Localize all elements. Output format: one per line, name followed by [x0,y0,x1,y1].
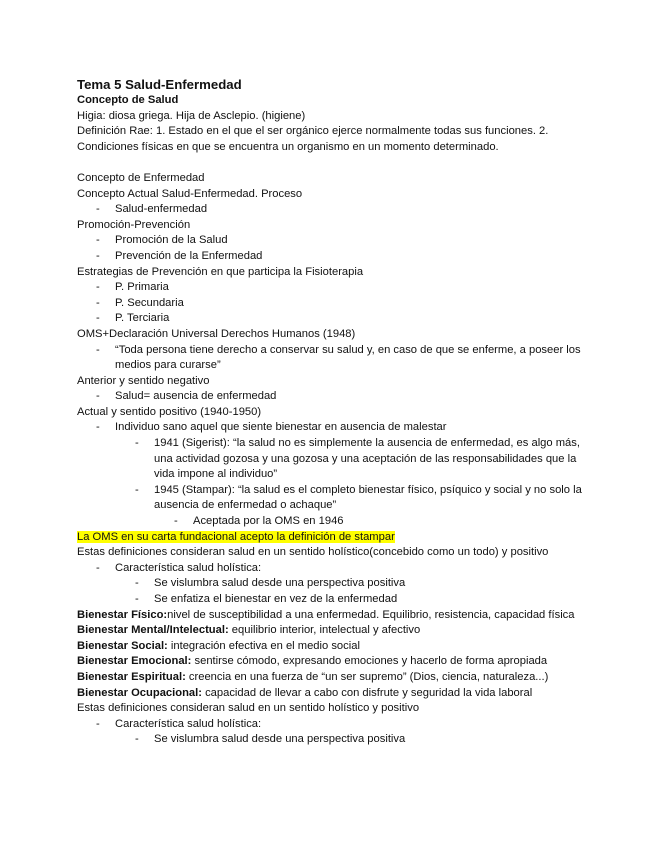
bienestar-fisico-label: Bienestar Físico: [77,608,168,621]
list-item [77,389,582,405]
list-item-text: Característica salud holística: [115,717,262,730]
bullet-dash: - [135,483,139,496]
bullet-dash: - [96,421,100,434]
bienestar-espiritual-label: Bienestar Espiritual: [77,670,186,683]
bullet-dash: - [135,733,139,746]
bullet-dash: - [96,561,100,574]
bienestar-fisico-text: nivel de susceptibilidad a una enfermedad. Equilibrio, resistencia, capacidad física [167,608,575,621]
bullet-dash: - [96,343,100,356]
paragraph-bienestar-espiritual [77,670,582,686]
highlighted-paragraph [77,530,582,546]
bienestar-social-text: integración efectiva en el medio social [167,639,360,652]
bienestar-ocupacional-label: Bienestar Ocupacional: [77,686,202,699]
list-item [77,420,582,436]
document-title: Tema 5 Salud-Enfermedad [77,77,242,92]
highlighted-text: La OMS en su carta fundacional acepto la definición de stampar [77,530,395,543]
bullet-dash: - [96,717,100,730]
list-item-text: 1945 (Stampar): “la salud es el completo bienestar físico, psíquico y social y no solo la ausencia de enfermedad o achaque” [154,483,582,512]
list-item [77,233,582,249]
section-heading-concepto-salud: Concepto de Salud [77,94,179,106]
bienestar-mental-text: equilibrio interior, intelectual y afectivo [228,624,421,637]
list-item-text: Salud= ausencia de enfermedad [115,390,277,403]
bullet-dash: - [135,593,139,605]
paragraph-definiciones-2: Estas definiciones consideran salud en un sentido holístico y positivo [77,702,420,715]
bienestar-social-label: Bienestar Social: [77,639,168,652]
paragraph-estrategias: Estrategias de Prevención en que participa la Fisioterapia [77,265,364,278]
paragraph-definicion-rae: Definición Rae: 1. Estado en el que el ser orgánico ejerce normalmente todas sus funciones. 2. Condiciones físicas en que se encuentra un organismo en un momento determinado. [77,125,549,153]
bullet-dash: - [96,296,100,309]
list-item-text: Se vislumbra salud desde una perspectiva positiva [154,733,406,746]
bullet-dash: - [96,281,100,294]
list-item [77,561,582,577]
paragraph-higia: Higia: diosa griega. Hija de Asclepio. (higiene) [77,109,306,122]
bullet-dash: - [135,437,139,450]
list-item [77,717,582,733]
list-item-text: Se vislumbra salud desde una perspectiva positiva [154,577,406,590]
paragraph-concepto-actual: Concepto Actual Salud-Enfermedad. Proceso [77,187,303,200]
document-page [77,76,582,748]
bullet-dash: - [135,577,139,590]
list-item-text: P. Secundaria [115,296,184,309]
paragraph-bienestar-ocupacional [77,686,582,702]
paragraph-bienestar-fisico [77,608,582,624]
paragraph-actual: Actual y sentido positivo (1940-1950) [77,405,262,418]
list-item-text: Prevención de la Enfermedad [115,249,263,262]
list-item [77,576,582,592]
list-item [77,202,582,218]
bienestar-espiritual-text: creencia en una fuerza de “un ser supremo” (Dios, ciencia, naturaleza...) [185,670,549,683]
paragraph-oms-declaracion: OMS+Declaración Universal Derechos Humanos (1948) [77,327,356,340]
list-item [77,249,582,265]
list-item [77,592,582,608]
bienestar-emocional-label: Bienestar Emocional: [77,655,192,668]
list-item-text: P. Primaria [115,281,169,294]
list-item-text: P. Terciaria [115,312,170,325]
list-item-text: Se enfatiza el bienestar en vez de la enfermedad [154,593,398,605]
list-item-text: Característica salud holística: [115,561,262,574]
paragraph-bienestar-emocional [77,654,582,670]
paragraph-bienestar-mental [77,623,582,639]
bienestar-ocupacional-text: capacidad de llevar a cabo con disfrute y seguridad la vida laboral [201,686,533,699]
bullet-dash: - [96,312,100,325]
list-item [77,732,582,748]
list-item-text: Individuo sano aquel que siente bienestar en ausencia de malestar [115,421,447,434]
paragraph-anterior: Anterior y sentido negativo [77,374,210,387]
list-item [77,311,582,327]
list-item [77,436,582,483]
list-item-text: Salud-enfermedad [115,203,208,216]
paragraph-promocion-prevencion: Promoción-Prevención [77,218,191,231]
list-item-text: Promoción de la Salud [115,234,228,247]
blank-line [77,155,582,171]
bienestar-mental-label: Bienestar Mental/Intelectual: [77,624,229,637]
paragraph-bienestar-social [77,639,582,655]
paragraph-concepto-enfermedad: Concepto de Enfermedad [77,171,205,184]
bullet-dash: - [96,234,100,247]
bullet-dash: - [174,515,178,528]
list-item [77,280,582,296]
bullet-dash: - [96,203,100,216]
bullet-dash: - [96,390,100,403]
list-item [77,514,582,530]
list-item-text: “Toda persona tiene derecho a conservar su salud y, en caso de que se enferme, a poseer los medios para curarse” [115,343,581,372]
list-item [77,296,582,312]
list-item-text: 1941 (Sigerist): “la salud no es simplemente la ausencia de enfermedad, es algo más, una actividad gozosa y una gozosa y una aceptación de las responsabilidades que la vida impone al individuo” [154,437,580,481]
bienestar-emocional-text: sentirse cómodo, expresando emociones y hacerlo de forma apropiada [191,655,548,668]
list-item-text: Aceptada por la OMS en 1946 [193,515,344,528]
paragraph-definiciones-1: Estas definiciones consideran salud en un sentido holístico(concebido como un todo) y positivo [77,546,549,559]
list-item [77,483,582,514]
bullet-dash: - [96,249,100,262]
list-item [77,343,582,374]
